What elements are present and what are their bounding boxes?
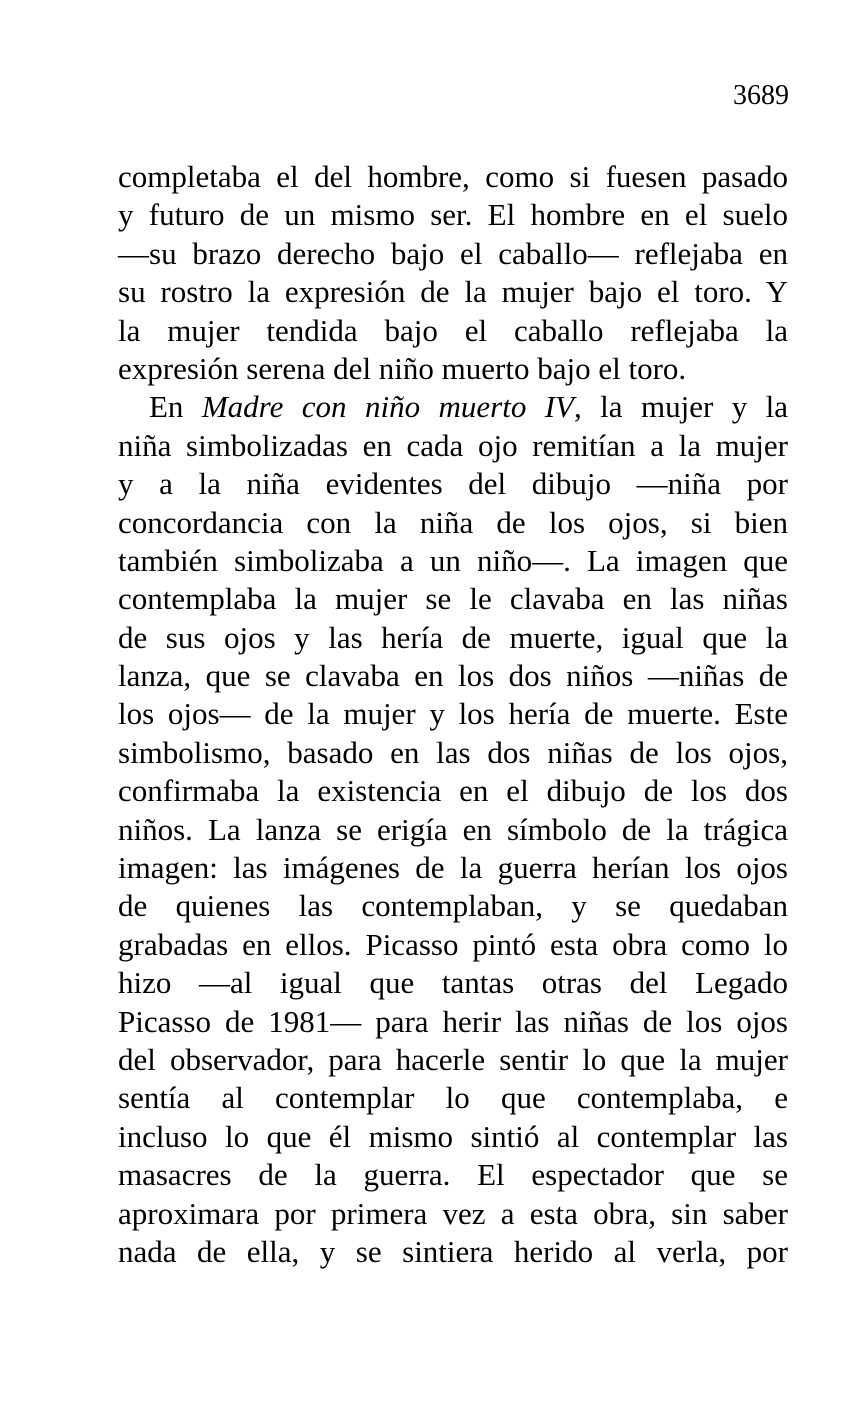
page-number: 3689: [733, 80, 789, 111]
text-line: nada de ella, y se sintiera herido al verla, por: [118, 1233, 788, 1269]
text-line: de quienes las contemplaban, y se quedaban: [118, 888, 788, 924]
text-line: masacres de la guerra. El espectador que se: [118, 1157, 788, 1193]
text-line: del observador, para hacerle sentir lo que la mujer: [118, 1041, 788, 1077]
paragraph-first-line: [118, 388, 788, 426]
text-line: de sus ojos y las hería de muerte, igual que la: [118, 619, 788, 655]
text-line: los ojos— de la mujer y los hería de muerte. Este: [118, 696, 788, 732]
text-line: grabadas en ellos. Picasso pintó esta obra como lo: [118, 926, 788, 962]
text-run: En: [149, 389, 202, 425]
text-line: hizo —al igual que tantas otras del Legado: [118, 965, 788, 1001]
text-line: y futuro de un mismo ser. El hombre en el suelo: [118, 197, 788, 233]
text-line: confirmaba la existencia en el dibujo de los dos: [118, 773, 788, 809]
text-line: expresión serena del niño muerto bajo el toro.: [118, 350, 687, 386]
text-line: sentía al contemplar lo que contemplaba, e: [118, 1080, 788, 1116]
text-run: , la mujer y la: [574, 389, 788, 425]
text-line: completaba el del hombre, como si fuesen pasado: [118, 159, 788, 194]
text-line: niña simbolizadas en cada ojo remitían a la mujer: [118, 427, 788, 463]
text-line: concordancia con la niña de los ojos, si bien: [118, 504, 788, 540]
text-line: la mujer tendida bajo el caballo reflejaba la: [118, 312, 788, 348]
text-line: y a la niña evidentes del dibujo —niña por: [118, 466, 788, 502]
text-line: simbolismo, basado en las dos niñas de los ojos,: [118, 734, 788, 770]
text-line: su rostro la expresión de la mujer bajo el toro. Y: [118, 274, 788, 310]
text-line: también simbolizaba a un niño—. La imagen que: [118, 542, 788, 578]
text-line: incluso lo que él mismo sintió al contemplar las: [118, 1118, 788, 1154]
text-line: Picasso de 1981— para herir las niñas de los ojos: [118, 1003, 788, 1039]
text-line: niños. La lanza se erigía en símbolo de la trágica: [118, 811, 788, 847]
text-line: lanza, que se clavaba en los dos niños —niñas de: [118, 658, 788, 694]
text-line: imagen: las imágenes de la guerra herían los ojos: [118, 850, 788, 886]
text-line: aproximara por primera vez a esta obra, sin saber: [118, 1195, 788, 1231]
text-line: —su brazo derecho bajo el caballo— reflejaba en: [118, 235, 788, 271]
body-text: [118, 158, 788, 1271]
text-line: contemplaba la mujer se le clavaba en las niñas: [118, 581, 788, 617]
artwork-title: Madre con niño muerto IV: [201, 389, 574, 425]
